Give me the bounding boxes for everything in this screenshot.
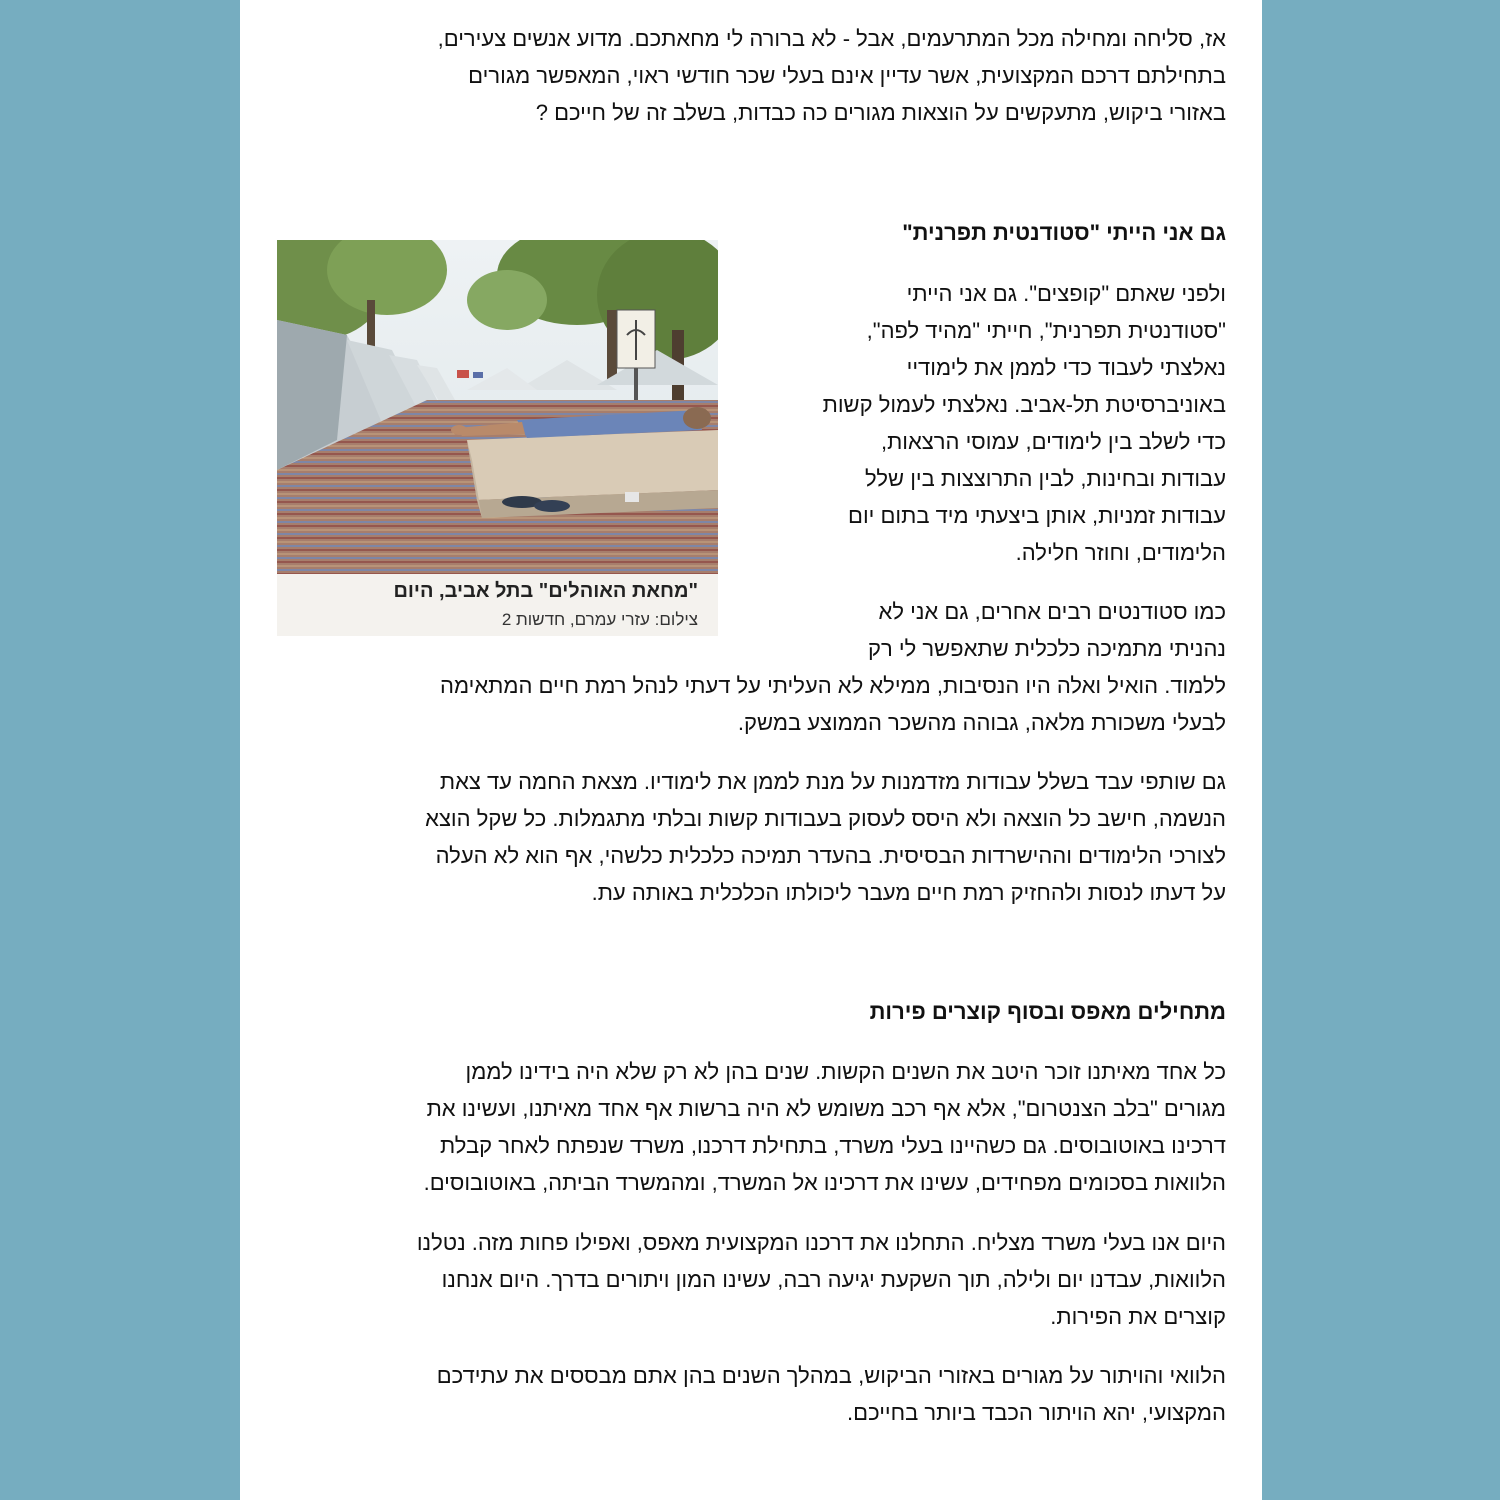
section1-paragraph-1: [746, 275, 1226, 571]
section1-heading: גם אני הייתי "סטודנטית תפרנית": [902, 220, 1226, 245]
paragraph-line: המקצועי, יהא הויתור הכבד ביותר בחייכם.: [847, 1400, 1226, 1425]
intro-paragraph: [266, 20, 1226, 131]
section2-paragraph-1: [266, 1053, 1226, 1201]
intro-line: באזורי ביקוש, מתעקשים על הוצאות מגורים כה כבדות, בשלב זה של חייכם ?: [535, 100, 1226, 125]
slipper: [534, 500, 570, 512]
paragraph-line: באוניברסיטת תל-אביב. נאלצתי לעמול קשות: [822, 392, 1226, 417]
paragraph-line: דרכינו באוטובוסים. גם כשהיינו בעלי משרד, בתחילת דרכנו, משרד שנפתח לאחר קבלת: [439, 1133, 1226, 1158]
paragraph-line: קוצרים את הפירות.: [1050, 1304, 1226, 1329]
paragraph-line: נהניתי מתמיכה כלכלית שתאפשר לי רק: [868, 636, 1226, 661]
paragraph-line: כדי לשלב בין לימודים, עמוסי הרצאות,: [880, 429, 1226, 454]
paragraph-line: הלוואי והויתור על מגורים באזורי הביקוש, במהלך השנים בהן אתם מבססים את עתידכם: [436, 1363, 1226, 1388]
paragraph-line: "סטודנטית תפרנית", חייתי "מהיד לפה",: [866, 318, 1226, 343]
shoe: [625, 492, 639, 502]
photo-illustration: [277, 240, 718, 574]
paragraph-line: על דעתו לנסות ולהחזיק רמת חיים מעבר ליכולתו הכלכלית באותה עת.: [591, 880, 1226, 905]
section2-heading: מתחילים מאפס ובסוף קוצרים פירות: [869, 999, 1226, 1024]
section2-paragraph-3: [266, 1357, 1226, 1431]
paragraph-line: הלימודים, וחוזר חלילה.: [1015, 540, 1226, 565]
paragraph-line: כמו סטודנטים רבים אחרים, גם אני לא: [878, 599, 1226, 624]
tent-protest-photo: [277, 240, 718, 574]
paragraph-line: ללמוד. הואיל ואלה היו הנסיבות, ממילא לא העליתי על דעתי לנהל רמת חיים המתאימה: [440, 673, 1226, 698]
intro-line: אז, סליחה ומחילה מכל המתרעמים, אבל - לא ברורה לי מחאתכם. מדוע אנשים צעירים,: [437, 26, 1226, 51]
photo-caption: [277, 574, 718, 636]
paragraph-line: לבעלי משכורת מלאה, גבוהה מהשכר הממוצע במשק.: [737, 710, 1226, 735]
paragraph-line: הנשמה, חישב כל הוצאה ולא היסס לעסוק בעבודות קשות ובלתי מתגמלות. כל שקל הוצא: [425, 806, 1226, 831]
paragraph-line: כל אחד מאיתנו זוכר היטב את השנים הקשות. שנים בהן לא רק שלא היה בידינו לממן: [465, 1059, 1226, 1084]
paragraph-line: עבודות זמניות, אותן ביצעתי מיד בתום יום: [848, 503, 1226, 528]
caption-credit: צילום: עזרי עמרם, חדשות 2: [501, 610, 698, 629]
paragraph-line: נאלצתי לעבוד כדי לממן את לימודיי: [906, 355, 1226, 380]
paragraph-line: גם שותפי עבד בשלל עבודות מזדמנות על מנת לממן את לימודיו. מצאת החמה עד צאת: [439, 769, 1226, 794]
paragraph-line: הלוואות בסכומים מפחידים, עשינו את דרכינו אל המשרד, ומהמשרד הביתה, באוטובוסים.: [423, 1170, 1226, 1195]
section1-paragraph-3: [266, 763, 1226, 911]
section2-paragraph-2: [266, 1224, 1226, 1335]
intro-line: בתחילתם דרכם המקצועית, אשר עדיין אינם בעלי שכר חודשי ראוי, המאפשר מגורים: [468, 63, 1226, 88]
paragraph-line: ולפני שאתם "קופצים". גם אני הייתי: [906, 281, 1226, 306]
paragraph-line: הלוואות, עבדנו יום ולילה, תוך השקעת יגיעה רבה, עשינו המון ויתורים בדרך. היום אנחנו: [441, 1267, 1226, 1292]
paragraph-line: לצורכי הלימודים וההישרדות הבסיסית. בהעדר תמיכה כלכלית כלשהי, אף הוא לא העלה: [435, 843, 1226, 868]
paragraph-line: היום אנו בעלי משרד מצליח. התחלנו את דרכנו המקצועית מאפס, ואפילו פחות מזה. נטלנו: [416, 1230, 1226, 1255]
paragraph-line: מגורים "בלב הצנטרום", אלא אף רכב משומש לא היה ברשות אף אחד מאיתנו, ועשינו את: [426, 1096, 1226, 1121]
paragraph-line: עבודות ובחינות, לבין התרוצצות בין שלל: [864, 466, 1226, 491]
caption-title: "מחאת האוהלים" בתל אביב, היום: [393, 580, 698, 602]
